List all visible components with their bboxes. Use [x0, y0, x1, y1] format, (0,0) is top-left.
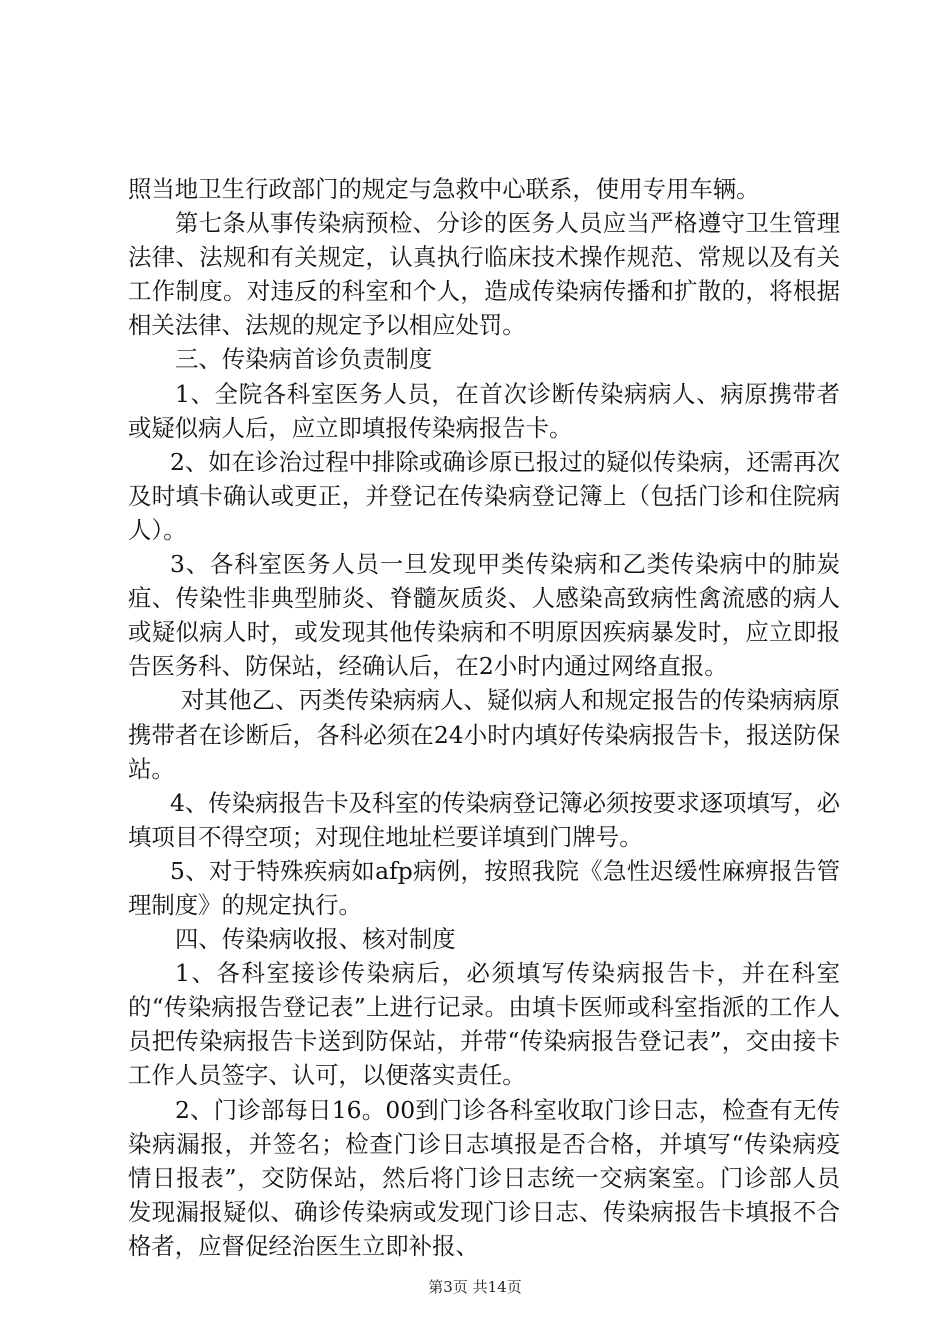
document-body [128, 172, 840, 1263]
paragraph-3-3: 3、各科室医务人员一旦发现甲类传染病和乙类传染病中的肺炭疽、传染性非典型肺炎、脊髓灰质炎、人感染高致病性禽流感的病人或疑似病人时，或发现其他传染病和不明原因疾病暴发时，应立即报告医务科、防保站，经确认后，在2小时内通过网络直报。 [128, 550, 840, 681]
paragraph-4-1: 1、各科室接诊传染病后，必须填写传染病报告卡，并在科室的“传染病报告登记表”上进行记录。由填卡医师或科室指派的工作人员把传染病报告卡送到防保站，并带“传染病报告登记表”，交由接卡工作人员签字、认可，以便落实责任。 [128, 959, 840, 1090]
paragraph-3-1: 1、全院各科室医务人员，在首次诊断传染病病人、病原携带者或疑似病人后，应立即填报传染病报告卡。 [128, 379, 840, 442]
paragraph-4-2: 2、门诊部每日16。00到门诊各科室收取门诊日志，检查有无传染病漏报，并签名；检查门诊日志填报是否合格，并填写“传染病疫情日报表”，交防保站，然后将门诊日志统一交病案室。门诊部人员发现漏报疑似、确诊传染病或发现门诊日志、传染病报告卡填报不合格者，应督促经治医生立即补报、 [128, 1095, 840, 1260]
section-heading-3: 三、传染病首诊负责制度 [175, 345, 433, 374]
section-heading-4: 四、传染病收报、核对制度 [175, 925, 456, 954]
paragraph-article-7: 第七条从事传染病预检、分诊的医务人员应当严格遵守卫生管理法律、法规和有关规定，认真执行临床技术操作规范、常规以及有关工作制度。对违反的科室和个人，造成传染病传播和扩散的，将根据相关法律、法规的规定予以相应处罚。 [128, 209, 840, 340]
paragraph-3-2: 2、如在诊治过程中排除或确诊原已报过的疑似传染病，还需再次及时填卡确认或更正，并登记在传染病登记簿上（包括门诊和住院病人）。 [128, 447, 840, 544]
page-footer: 第3页 共14页 [428, 1278, 522, 1296]
paragraph-3-3-supplement: 对其他乙、丙类传染病病人、疑似病人和规定报告的传染病病原携带者在诊断后，各科必须在24小时内填好传染病报告卡，报送防保站。 [128, 686, 840, 783]
paragraph-3-5: 5、对于特殊疾病如afp病例，按照我院《急性迟缓性麻痹报告管理制度》的规定执行。 [128, 856, 840, 919]
paragraph-continuation: 照当地卫生行政部门的规定与急救中心联系，使用专用车辆。 [128, 175, 760, 203]
paragraph-3-4: 4、传染病报告卡及科室的传染病登记簿必须按要求逐项填写，必填项目不得空项；对现住地址栏要详填到门牌号。 [128, 788, 840, 851]
